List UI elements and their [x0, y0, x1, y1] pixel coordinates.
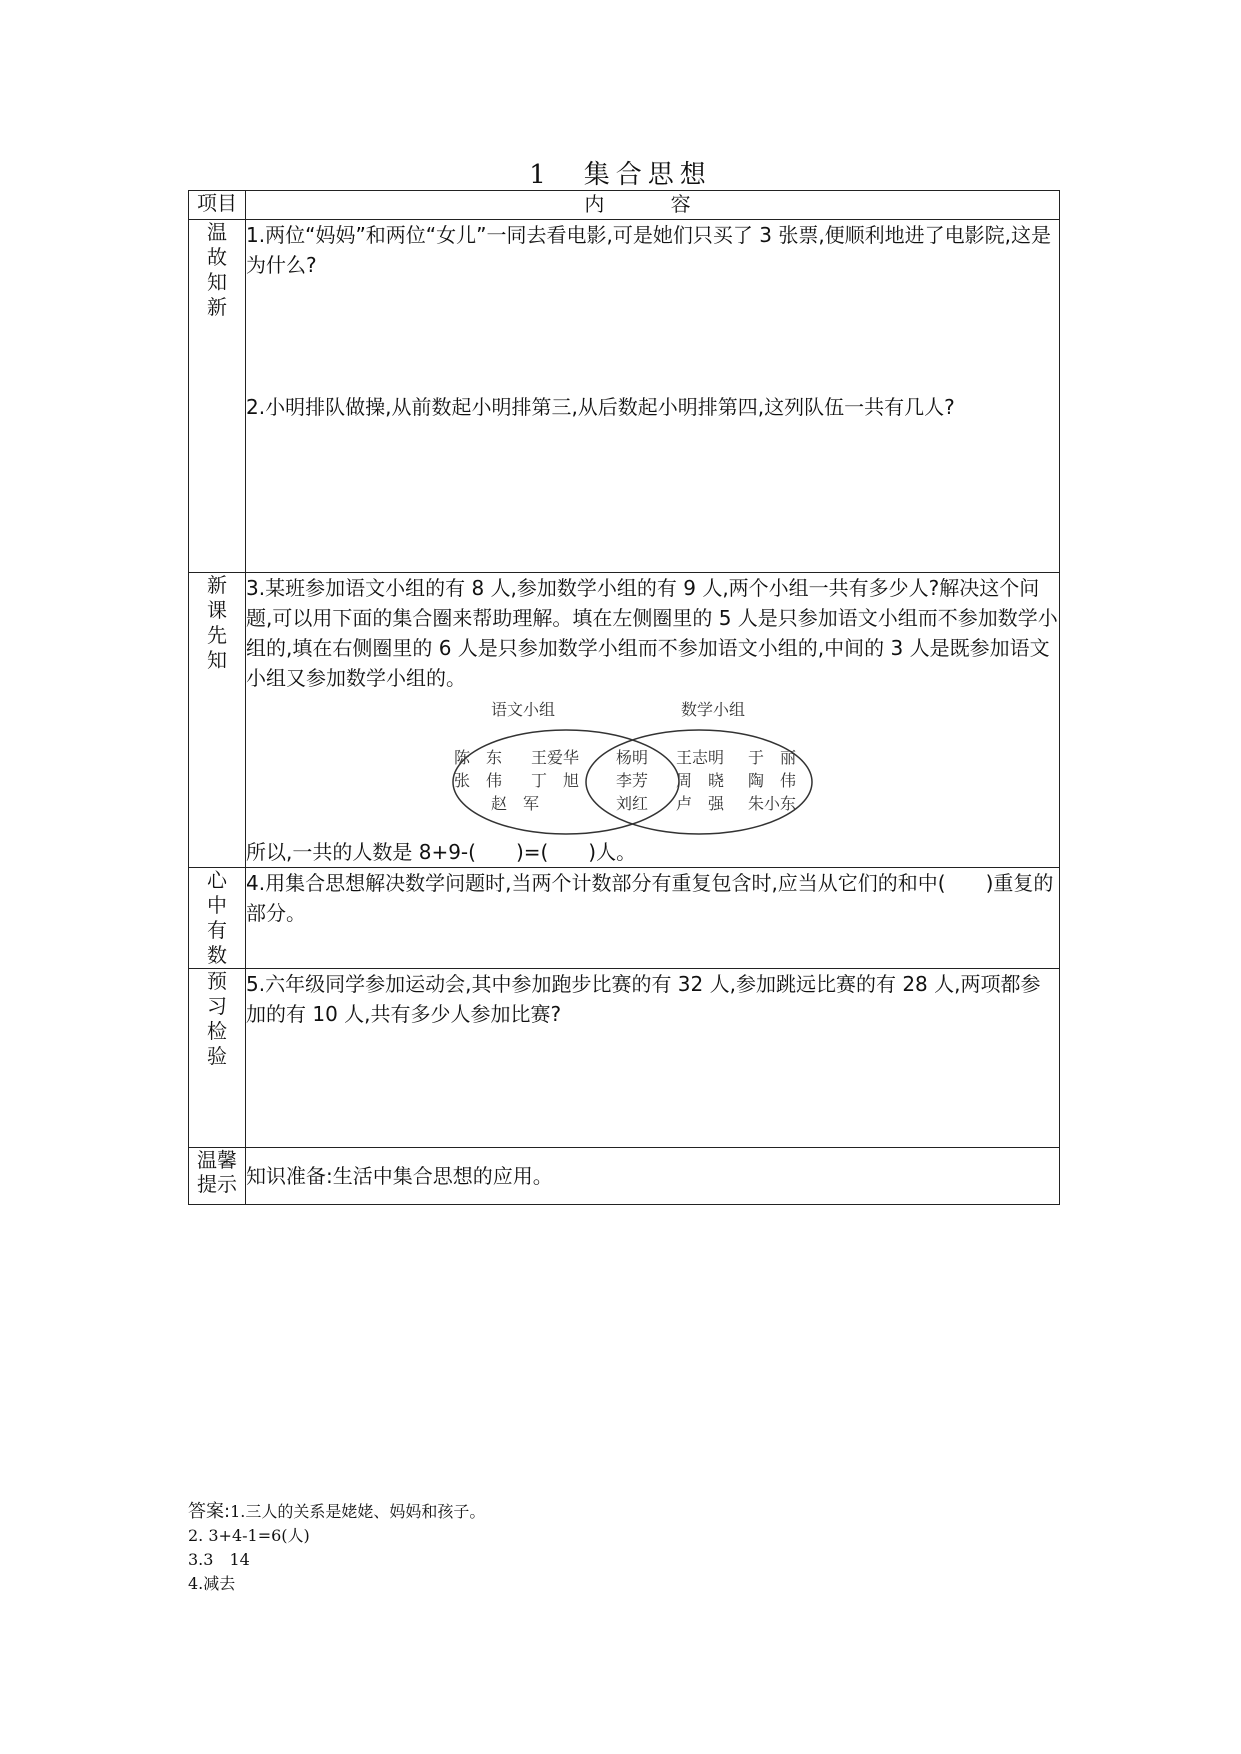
answers-lead: 答案:	[188, 1501, 231, 1522]
venn-left-title: 语文小组	[491, 700, 556, 719]
row-label	[189, 868, 246, 969]
header-item: 项目	[189, 191, 246, 220]
row-label-text: 心中有数	[207, 868, 227, 967]
answers-section	[188, 1500, 485, 1596]
question-4: 4.用集合思想解决数学问题时,当两个计数部分有重复包含时,应当从它们的和中( )重复的部分。	[246, 871, 1054, 925]
venn-name: 张 伟	[454, 771, 503, 790]
venn-name: 卢 强	[676, 794, 725, 813]
row-label	[189, 1148, 246, 1205]
venn-name: 于 丽	[748, 748, 797, 767]
question-1: 1.两位“妈妈”和两位“女儿”一同去看电影,可是她们只买了 3 张票,便顺利地进了电影院,这是为什么?	[246, 223, 1052, 277]
tip-text: 知识准备:生活中集合思想的应用。	[246, 1164, 553, 1188]
venn-name: 陶 伟	[748, 771, 797, 790]
table-header-row	[189, 191, 1060, 220]
venn-name: 丁 旭	[531, 771, 580, 790]
venn-diagram	[436, 695, 856, 837]
question-3: 3.某班参加语文小组的有 8 人,参加数学小组的有 9 人,两个小组一共有多少人?解决这个问题,可以用下面的集合圈来帮助理解。填在左侧圈里的 5 人是只参加语文小组而不参加数学小组的,填在右侧圈里的 6 人是只参加数学小组而不参加语文小组的,中间的 3 人是既参加语文小组又参加数学小组的。	[246, 576, 1058, 690]
row-content	[246, 1148, 1060, 1205]
venn-name: 朱小东	[748, 794, 797, 813]
table-row	[189, 868, 1060, 969]
answer-line: 2. 3+4-1=6(人)	[188, 1526, 310, 1545]
venn-name: 赵 军	[491, 794, 540, 813]
row-label-text: 预习检验	[207, 969, 227, 1068]
table-row	[189, 969, 1060, 1148]
venn-right-title: 数学小组	[681, 700, 746, 719]
venn-name: 周 晓	[676, 771, 725, 790]
venn-name: 李芳	[616, 771, 649, 790]
row-content	[246, 868, 1060, 969]
page-title: 1 集合思想	[529, 160, 712, 190]
answer-line: 3.3 14	[188, 1550, 250, 1569]
venn-name: 刘红	[616, 794, 649, 813]
row-label-text: 温馨提示	[197, 1148, 237, 1196]
table-row	[189, 1148, 1060, 1205]
row-label-text: 温故知新	[207, 220, 227, 319]
answer-line: 4.减去	[188, 1574, 236, 1593]
question-2: 2.小明排队做操,从前数起小明排第三,从后数起小明排第四,这列队伍一共有几人?	[246, 395, 955, 419]
venn-name: 陈 东	[454, 748, 503, 767]
row-label	[189, 573, 246, 868]
table-row	[189, 573, 1060, 868]
row-label	[189, 220, 246, 573]
question-5: 5.六年级同学参加运动会,其中参加跑步比赛的有 32 人,参加跳远比赛的有 28 人,两项都参加的有 10 人,共有多少人参加比赛?	[246, 972, 1041, 1026]
answer-line: 1.三人的关系是姥姥、妈妈和孩子。	[230, 1502, 486, 1521]
venn-name: 王志明	[676, 748, 725, 767]
row-content	[246, 220, 1060, 573]
header-content: 内 容	[246, 191, 1060, 220]
row-label-text: 新课先知	[207, 573, 227, 672]
row-content	[246, 573, 1060, 868]
row-label	[189, 969, 246, 1148]
row-content	[246, 969, 1060, 1148]
result-line: 所以,一共的人数是 8+9-( )=( )人。	[246, 840, 637, 864]
table-row	[189, 220, 1060, 573]
worksheet-table	[188, 190, 1060, 1205]
venn-name: 王爱华	[531, 748, 580, 767]
venn-name: 杨明	[616, 748, 649, 767]
